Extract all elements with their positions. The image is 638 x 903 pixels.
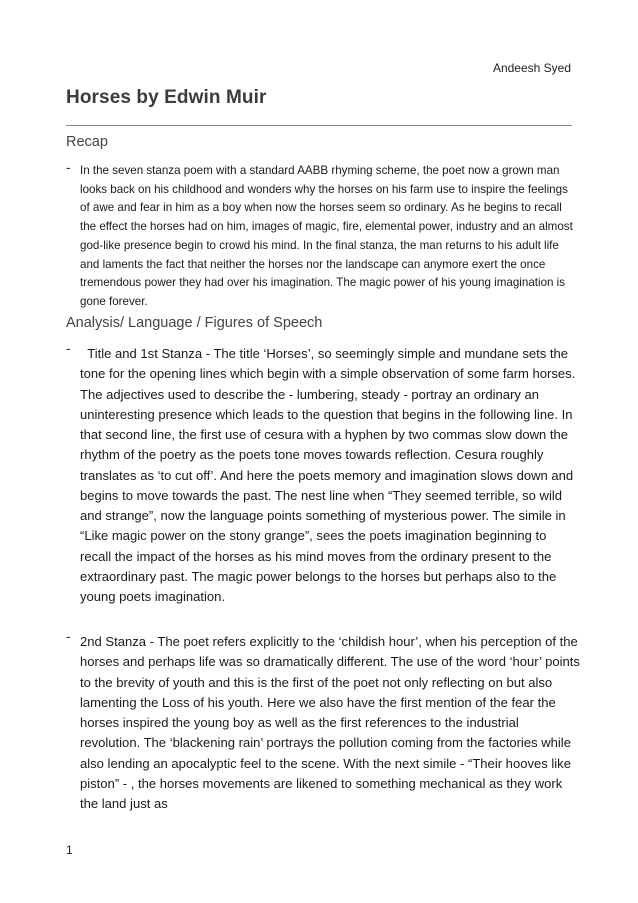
recap-bullet: - <box>66 159 71 175</box>
analysis-item-stanza-1 <box>66 340 580 607</box>
analysis-bullet: - <box>66 340 71 356</box>
document-title: Horses by Edwin Muir <box>66 87 267 108</box>
analysis-paragraph-stanza-1: Title and 1st Stanza - The title ‘Horses’, so seemingly simple and mundane sets the tone for the opening lines which begin with a simple observation of some farm horses. The adjectives used to describe the - lumbering, steady - portray an ordinary an uninteresting presence which leads to the question that begins in the following line. In that second line, the first use of cesura with a hyphen by two commas slow down the rhythm of the poetry as the poets tone moves towards reflection. Cesura roughly translates as ‘to cut off’. And here the poets memory and imagination slows down and begins to move towards the past. The nest line when “They seemed terrible, so wild and strange”, now the language points something of mysterious power. The simile in “Like magic power on the stony grange”, sees the poets imagination beginning to recall the impact of the horses as his mind moves from the ordinary present to the extraordinary past. The magic power belongs to the horses but perhaps also to the young poets imagination. <box>80 346 579 604</box>
recap-paragraph: In the seven stanza poem with a standard AABB rhyming scheme, the poet now a grown man looks back on his childhood and wonders why the horses on his farm use to inspire the feelings of awe and fear in him as a boy when now the horses seem so ordinary. As he begins to recall the effect the horses had on him, images of magic, fire, elemental power, industry and an almost god-like presence begin to crowd his mind. In the final stanza, the man returns to his adult life and laments the fact that neither the horses nor the landscape can anymore exert the once tremendous power they had over his imagination. The magic power of his young imagination is gone forever. <box>80 164 573 308</box>
analysis-item-stanza-2 <box>66 628 580 814</box>
title-divider <box>66 125 572 126</box>
analysis-bullet: - <box>66 628 71 644</box>
analysis-heading: Analysis/ Language / Figures of Speech <box>66 315 323 331</box>
author-name: Andeesh Syed <box>492 61 571 75</box>
analysis-paragraph-stanza-2: 2nd Stanza - The poet refers explicitly to the ‘childish hour’, when his perception of the horses and perhaps life was so dramatically different. The use of the word ‘hour’ points to the brevity of youth and this is the first of the poet not only reflecting on but also lamenting the Loss of his youth. Here we also have the first mention of the fear the horses inspired the young boy as well as the first references to the industrial revolution. The ‘blackening rain’ portrays the pollution coming from the factories while also lending an apocalyptic feel to the scene. With the next simile - “Their hooves like piston” - , the horses movements are likened to something mechanical as they work the land just as <box>80 634 580 811</box>
recap-list-item <box>66 159 576 312</box>
recap-heading: Recap <box>66 134 108 150</box>
page-number: 1 <box>66 843 73 857</box>
